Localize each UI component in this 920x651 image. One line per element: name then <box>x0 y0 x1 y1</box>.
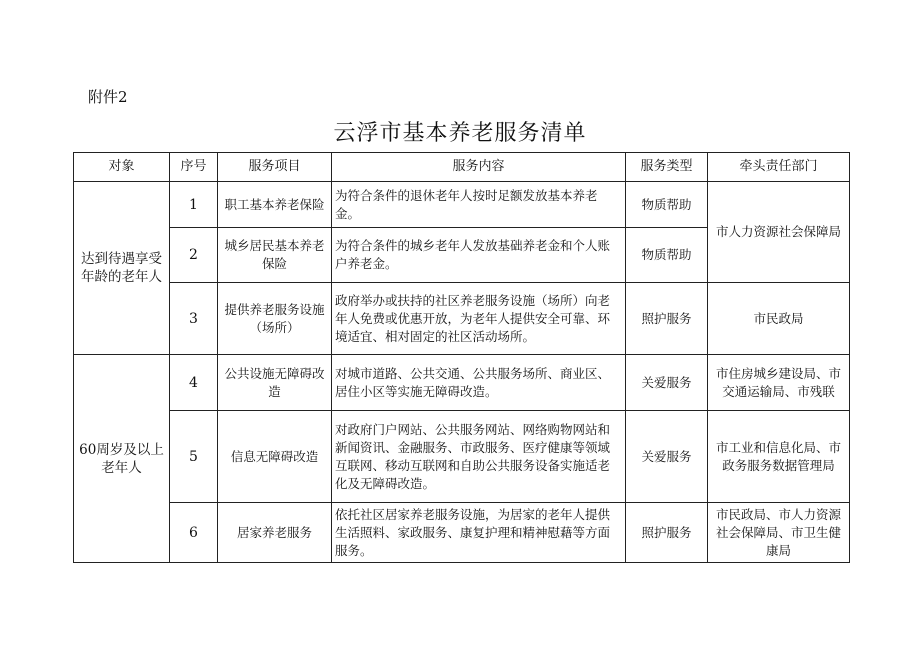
row-seq: 4 <box>170 355 218 411</box>
header-target: 对象 <box>74 153 170 182</box>
table-row <box>74 355 850 411</box>
table-row <box>74 182 850 228</box>
group-label: 达到待遇享受年龄的老年人 <box>74 182 170 355</box>
row-dept: 市民政局 <box>708 283 850 355</box>
table-row <box>74 283 850 355</box>
header-seq: 序号 <box>170 153 218 182</box>
header-item: 服务项目 <box>218 153 332 182</box>
row-item: 提供养老服务设施（场所） <box>218 283 332 355</box>
row-dept: 市民政局、市人力资源社会保障局、市卫生健康局 <box>708 503 850 563</box>
row-seq: 3 <box>170 283 218 355</box>
row-type: 物质帮助 <box>626 228 708 283</box>
row-seq: 2 <box>170 228 218 283</box>
row-content: 对政府门户网站、公共服务网站、网络购物网站和新闻资讯、金融服务、市政服务、医疗健康等领域互联网、移动互联网和自助公共服务设备实施适老化及无障碍改造。 <box>332 411 626 503</box>
row-content: 为符合条件的退休老年人按时足额发放基本养老金。 <box>332 182 626 228</box>
row-content: 政府举办或扶持的社区养老服务设施（场所）向老年人免费或优惠开放，为老年人提供安全可靠、环境适宜、相对固定的社区活动场所。 <box>332 283 626 355</box>
row-item: 公共设施无障碍改造 <box>218 355 332 411</box>
row-item: 信息无障碍改造 <box>218 411 332 503</box>
row-type: 照护服务 <box>626 283 708 355</box>
row-type: 物质帮助 <box>626 182 708 228</box>
row-content: 依托社区居家养老服务设施，为居家的老年人提供生活照料、家政服务、康复护理和精神慰藉等方面服务。 <box>332 503 626 563</box>
row-seq: 6 <box>170 503 218 563</box>
row-type: 照护服务 <box>626 503 708 563</box>
page-title: 云浮市基本养老服务清单 <box>333 121 587 146</box>
row-dept: 市住房城乡建设局、市交通运输局、市残联 <box>708 355 850 411</box>
row-item: 城乡居民基本养老保险 <box>218 228 332 283</box>
table-row <box>74 503 850 563</box>
row-seq: 1 <box>170 182 218 228</box>
row-type: 关爱服务 <box>626 411 708 503</box>
row-type: 关爱服务 <box>626 355 708 411</box>
table-header-row <box>74 153 850 182</box>
row-seq: 5 <box>170 411 218 503</box>
row-item: 职工基本养老保险 <box>218 182 332 228</box>
group-label: 60周岁及以上老年人 <box>74 355 170 563</box>
table-row <box>74 411 850 503</box>
service-list-table <box>73 152 850 563</box>
row-content: 对城市道路、公共交通、公共服务场所、商业区、居住小区等实施无障碍改造。 <box>332 355 626 411</box>
row-item: 居家养老服务 <box>218 503 332 563</box>
header-type: 服务类型 <box>626 153 708 182</box>
attachment-label: 附件2 <box>88 88 128 106</box>
header-content: 服务内容 <box>332 153 626 182</box>
row-dept: 市工业和信息化局、市政务服务数据管理局 <box>708 411 850 503</box>
header-dept: 牵头责任部门 <box>708 153 850 182</box>
row-dept: 市人力资源社会保障局 <box>708 182 850 283</box>
row-content: 为符合条件的城乡老年人发放基础养老金和个人账户养老金。 <box>332 228 626 283</box>
